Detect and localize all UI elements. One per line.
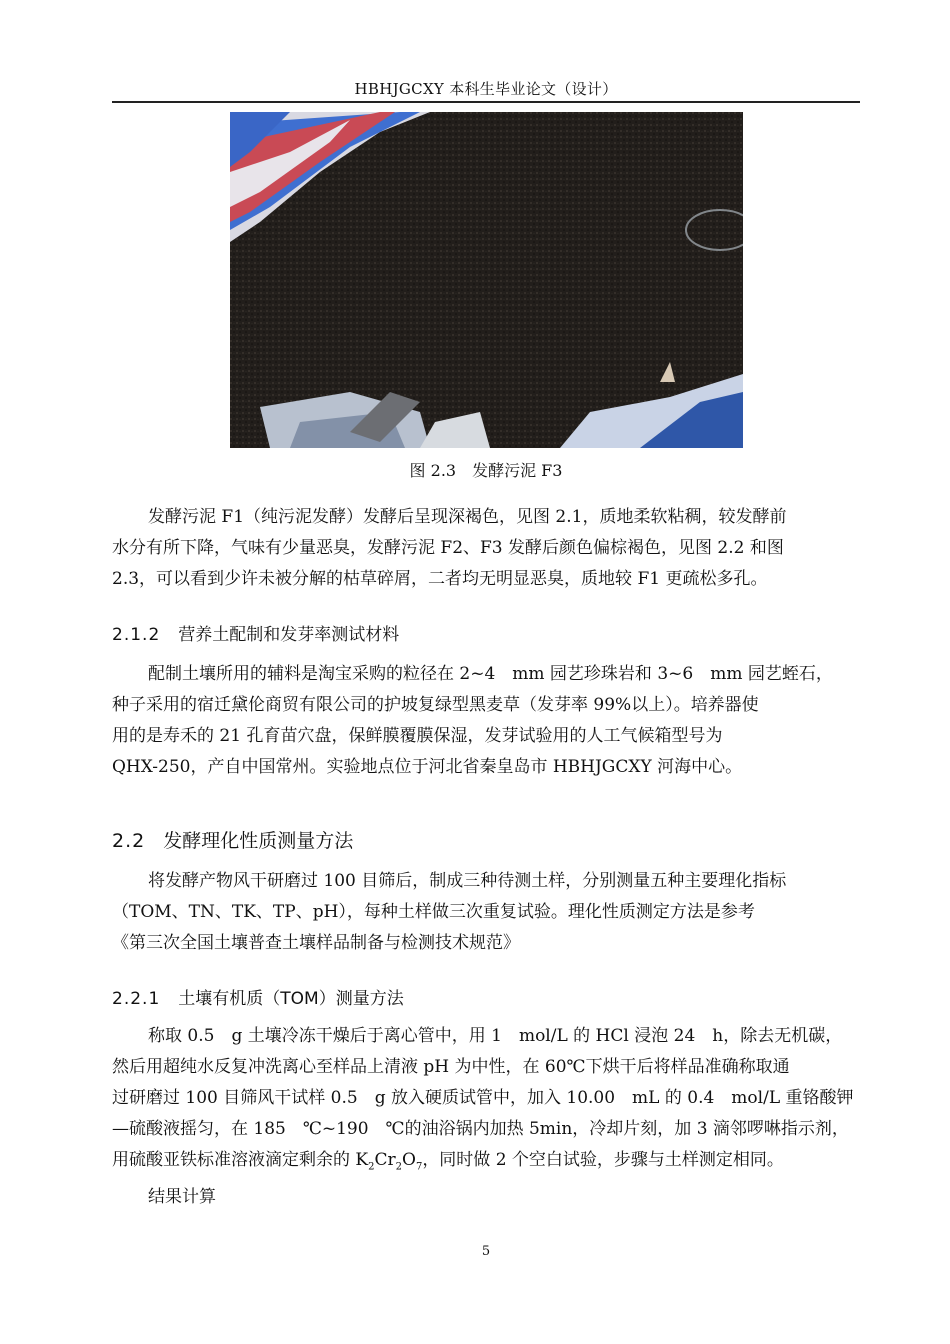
paragraph-line: 用的是寿禾的 21 孔育苗穴盘，保鲜膜覆膜保湿，发芽试验用的人工气候箱型号为: [112, 726, 723, 746]
paragraph-line: 水分有所下降，气味有少量恶臭，发酵污泥 F2、F3 发酵后颜色偏棕褐色，见图 2.2 和图: [112, 538, 784, 558]
paragraph-line: 《第三次全国土壤普查土壤样品制备与检测技术规范》: [112, 933, 520, 953]
result-calculation-label: 结果计算: [148, 1187, 216, 1208]
paragraph-line: —硫酸液摇匀，在 185 ℃~190 ℃的油浴锅内加热 5min，冷却片刻，加 3 滴邻啰啉指示剂，: [112, 1119, 849, 1139]
paragraph-line: 发酵污泥 F1（纯污泥发酵）发酵后呈现深褐色，见图 2.1，质地柔软粘稠，较发酵前: [148, 507, 787, 527]
section-number: 2.1.2: [112, 625, 161, 645]
figure-caption: 图 2.3 发酵污泥 F3: [409, 461, 563, 480]
subscript: 2: [395, 1161, 402, 1173]
paragraph-methods-intro: [112, 866, 860, 959]
page-number: 5: [481, 1244, 491, 1259]
text-segment: Cr: [374, 1150, 396, 1170]
paragraph-line: （TOM、TN、TK、TP、pH），每种土样做三次重复试验。理化性质测定方法是参考: [112, 902, 755, 922]
section-heading-2-2: [112, 826, 353, 853]
section-title: 营养土配制和发芽率测试材料: [178, 625, 400, 645]
text-segment: O: [402, 1150, 416, 1170]
paragraph-line: 将发酵产物风干研磨过 100 目筛后，制成三种待测土样，分别测量五种主要理化指标: [148, 871, 787, 891]
paragraph-line: 种子采用的宿迁黛伦商贸有限公司的护坡复绿型黑麦草（发芽率 99%以上）。培养器使: [112, 695, 759, 715]
figure-photo-fermented-sludge: [230, 112, 743, 448]
paragraph-line: 然后用超纯水反复冲洗离心至样品上清液 pH 为中性，在 60℃下烘干后将样品准确称取通: [112, 1057, 790, 1077]
text-segment: 用硫酸亚铁标准溶液滴定剩余的 K: [112, 1150, 369, 1170]
paragraph-line: QHX-250，产自中国常州。实验地点位于河北省秦皇岛市 HBHJGCXY 河海中心。: [112, 757, 743, 777]
section-title: 发酵理化性质测量方法: [163, 830, 354, 852]
paragraph-line: 配制土壤所用的辅料是淘宝采购的粒径在 2~4 mm 园艺珍珠岩和 3~6 mm 园艺蛭石，: [148, 664, 833, 684]
subscript: 7: [415, 1161, 423, 1173]
paragraph-line-formula: [112, 1145, 860, 1182]
paragraph-line: 称取 0.5 g 土壤冷冻干燥后于离心管中，用 1 mol/L 的 HCl 浸泡 24 h，除去无机碳，: [148, 1026, 843, 1046]
section-title: 土壤有机质（TOM）测量方法: [178, 989, 404, 1009]
paragraph-line: 2.3，可以看到少许未被分解的枯草碎屑，二者均无明显恶臭，质地较 F1 更疏松多孔。: [112, 569, 768, 589]
section-heading-2-1-2: [112, 620, 399, 645]
paragraph-line: 过研磨过 100 目筛风干试样 0.5 g 放入硬质试管中，加入 10.00 mL 的 0.4 mol/L 重铬酸钾: [112, 1088, 854, 1108]
subscript: 2: [368, 1161, 375, 1173]
paragraph-materials: [112, 659, 860, 783]
header-rule: [112, 101, 860, 103]
text-segment: ，同时做 2 个空白试验，步骤与土样测定相同。: [422, 1150, 784, 1170]
page-header: HBHJGCXY 本科生毕业论文（设计）: [354, 80, 618, 98]
section-number: 2.2: [112, 830, 146, 852]
paragraph-sludge-description: [112, 502, 860, 595]
paragraph-tom-method: [112, 1021, 860, 1213]
section-heading-2-2-1: [112, 984, 404, 1009]
section-number: 2.2.1: [112, 989, 161, 1009]
